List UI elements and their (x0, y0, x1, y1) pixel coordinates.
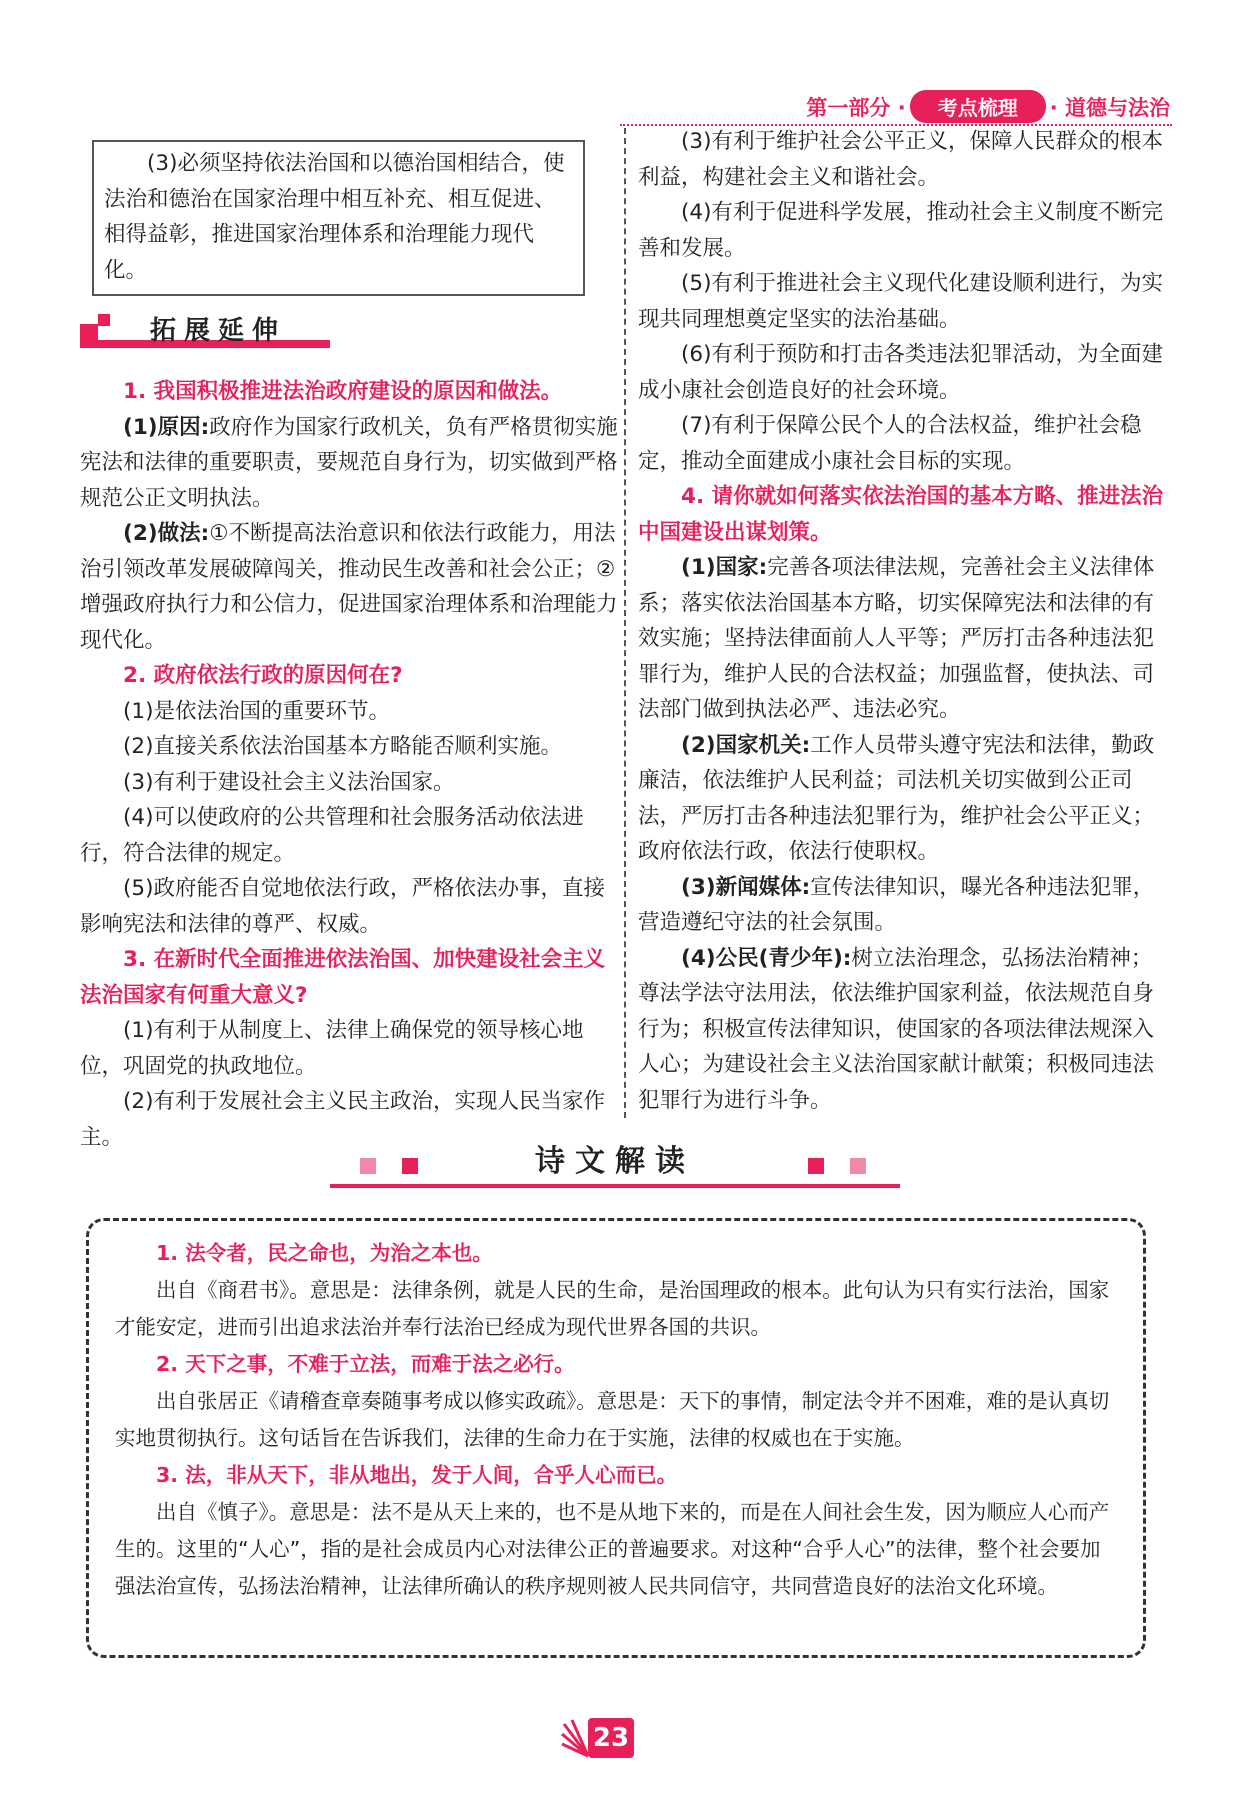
heading-square-icon (98, 314, 110, 326)
answer-text: 政府作为国家行政机关，负有严格贯彻实施宪法和法律的重要职责，要规范自身行为，切实做到严格规范公正文明执法。 (80, 414, 618, 511)
poem-section-title: 诗文解读 (535, 1144, 695, 1179)
poem-explanation: 出自张居正《请稽查章奏随事考成以修实政疏》。意思是：天下的事情，制定法令并不困难，难的是认真切实地贯彻执行。这句话旨在告诉我们，法律的生命力在于实施，法律的权威也在于实施。 (115, 1389, 1110, 1450)
section-title: 拓展延伸 (150, 316, 287, 346)
q4-item (638, 550, 1172, 728)
q2-item: (5)政府能否自觉地依法行政，严格依法办事，直接影响宪法和法律的尊严、权威。 (80, 876, 605, 937)
question-3: 3. 在新时代全面推进依法治国、加快建设社会主义法治国家有何重大意义? (80, 947, 606, 1008)
page-number: 23 (588, 1718, 634, 1758)
answer-label: (2)做法: (123, 521, 210, 546)
summary-box (92, 140, 585, 296)
q3-item: (2)有利于发展社会主义民主政治，实现人民当家作主。 (80, 1089, 605, 1150)
decor-square-icon (850, 1158, 866, 1174)
q3-item: (6)有利于预防和打击各类违法犯罪活动，为全面建成小康社会创造良好的社会环境。 (638, 342, 1163, 403)
answer-text: 工作人员带头遵守宪法和法律，勤政廉洁，依法维护人民利益；司法机关切实做到公正司法，严厉打击各种违法犯罪行为，维护社会公平正义；政府依法行政，依法行使职权。 (638, 732, 1155, 864)
header-subject: · 道德与法治 (1049, 95, 1170, 120)
header-part: 第一部分 · (806, 95, 906, 120)
page-fan-icon (560, 1716, 590, 1760)
answer-text: 宣传法律知识，曝光各种违法犯罪，营造遵纪守法的社会氛围。 (638, 874, 1155, 935)
answer-label: (2)国家机关: (681, 732, 811, 758)
poem-explanation: 出自《商君书》。意思是：法律条例，就是人民的生命，是治国理政的根本。此句认为只有实行法治，国家才能安定，进而引出追求法治并奉行法治已经成为现代世界各国的共识。 (115, 1278, 1110, 1339)
summary-text: (3)必须坚持依法治国和以德治国相结合，使法治和德治在国家治理中相互补充、相互促进、相得益彰，推进国家治理体系和治理能力现代化。 (104, 151, 565, 283)
q2-item: (2)直接关系依法治国基本方略能否顺利实施。 (123, 734, 562, 759)
question-2: 2. 政府依法行政的原因何在? (123, 663, 403, 688)
q3-item: (3)有利于维护社会公平正义，保障人民群众的根本利益，构建社会主义和谐社会。 (638, 129, 1163, 190)
answer-label: (3)新闻媒体: (681, 874, 811, 900)
right-column (638, 124, 1172, 1118)
q1-answer-2 (80, 516, 620, 658)
column-divider (624, 128, 626, 1118)
header-badge: 考点梳理 (910, 90, 1046, 123)
answer-label: (1)国家: (681, 555, 768, 580)
answer-label: (1)原因: (123, 414, 210, 440)
poem-quote: 3. 法，非从天下，非从地出，发于人间，合乎人心而已。 (156, 1463, 678, 1487)
poem-quote: 2. 天下之事，不难于立法，而难于法之必行。 (156, 1352, 575, 1376)
q2-item: (3)有利于建设社会主义法治国家。 (123, 769, 455, 795)
q2-item: (1)是依法治国的重要环节。 (123, 698, 390, 724)
q2-item: (4)可以使政府的公共管理和社会服务活动依法进行，符合法律的规定。 (80, 805, 584, 866)
section-heading-extension (80, 314, 620, 368)
poem-quote: 1. 法令者，民之命也，为治之本也。 (156, 1241, 493, 1265)
q3-item: (7)有利于保障公民个人的合法权益，维护社会稳定，推动全面建成小康社会目标的实现。 (638, 413, 1142, 474)
answer-label: (4)公民(青少年): (681, 945, 852, 971)
q3-item: (1)有利于从制度上、法律上确保党的领导核心地位，巩固党的执政地位。 (80, 1018, 584, 1079)
q4-item (638, 870, 1172, 941)
question-4: 4. 请你就如何落实依法治国的基本方略、推进法治中国建设出谋划策。 (638, 484, 1164, 545)
answer-text: ①不断提高法治意识和依法行政能力，用法治引领改革发展破障闯关，推动民生改善和社会公正；②增强政府执行力和公信力，促进国家治理体系和治理能力现代化。 (80, 521, 618, 653)
q4-item (638, 941, 1172, 1119)
poem-box (86, 1218, 1146, 1658)
decor-square-icon (808, 1158, 824, 1174)
q4-item (638, 728, 1172, 870)
answer-text: 完善各项法律法规，完善社会主义法律体系；落实依法治国基本方略，切实保障宪法和法律的有效实施；坚持法律面前人人平等；严厉打击各种违法犯罪行为，维护人民的合法权益；加强监督，使执法、司法部门做到执法必严、违法必究。 (638, 555, 1155, 722)
q3-item: (4)有利于促进科学发展，推动社会主义制度不断完善和发展。 (638, 200, 1163, 261)
poem-explanation: 出自《慎子》。意思是：法不是从天上来的，也不是从地下来的，而是在人间社会生发，因为顺应人心而产生的。这里的“人心”，指的是社会成员内心对法律公正的普遍要求。对这种“合乎人心”的法律，整个社会要加强法治宣传，弘扬法治精神，让法律所确认的秩序规则被人民共同信守，共同营造良好的法治文化环境。 (115, 1500, 1110, 1598)
left-column (80, 140, 620, 1155)
heading-underline (330, 1184, 900, 1188)
question-1: 1. 我国积极推进法治政府建设的原因和做法。 (123, 379, 563, 404)
page-header (806, 90, 1170, 123)
answer-text: 树立法治理念，弘扬法治精神；尊法学法守法用法，依法维护国家利益，依法规范自身行为；积极宣传法律知识，使国家的各项法律法规深入人心；为建设社会主义法治国家献计献策；积极同违法犯罪行为进行斗争。 (638, 945, 1155, 1113)
q1-answer-1 (80, 410, 620, 517)
poem-section-heading (330, 1136, 900, 1188)
q3-item: (5)有利于推进社会主义现代化建设顺利进行，为实现共同理想奠定坚实的法治基础。 (638, 271, 1163, 332)
